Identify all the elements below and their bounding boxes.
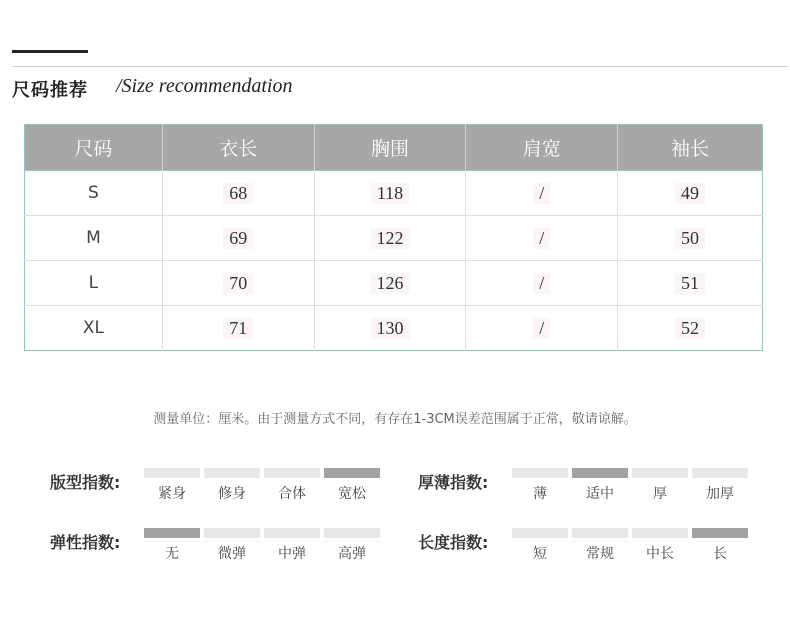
- col-header-sleeve: 袖长: [618, 125, 763, 171]
- fit-option: 修身: [204, 468, 260, 508]
- table-cell-value: 50: [675, 228, 705, 249]
- table-cell-value: 52: [675, 318, 705, 339]
- thickness-option: 加厚: [692, 468, 748, 508]
- length-option: 短: [512, 528, 568, 568]
- table-cell-value: 51: [675, 273, 705, 294]
- length-index-label: 长度指数:: [418, 533, 489, 552]
- fit-option: 合体: [264, 468, 320, 508]
- table-header-row: [25, 125, 763, 171]
- table-cell-value: /: [533, 273, 550, 294]
- section-title-en: /Size recommendation: [116, 75, 293, 97]
- table-row: [25, 261, 763, 306]
- table-row: [25, 216, 763, 261]
- length-option: 长: [692, 528, 748, 568]
- size-table: [24, 124, 763, 351]
- elasticity-index-scale: [144, 528, 380, 568]
- measurement-note: 测量单位：厘米。由于测量方式不同，有存在1-3CM误差范围属于正常，敬请谅解。: [153, 412, 637, 427]
- table-cell-value: 122: [371, 228, 410, 249]
- col-header-chest: 胸围: [314, 125, 466, 171]
- table-cell-value: 68: [223, 183, 253, 204]
- table-row: [25, 171, 763, 216]
- title-accent-line: [12, 50, 88, 53]
- thickness-option: 适中: [572, 468, 628, 508]
- fit-index-label: 版型指数:: [50, 473, 121, 492]
- elasticity-option: 微弹: [204, 528, 260, 568]
- table-cell-size: L: [25, 261, 163, 306]
- thickness-index-scale: [512, 468, 748, 508]
- table-cell-value: 126: [371, 273, 410, 294]
- table-cell-value: 69: [223, 228, 253, 249]
- table-cell-value: 118: [371, 183, 409, 204]
- col-header-shoulder: 肩宽: [466, 125, 618, 171]
- col-header-length: 衣长: [162, 125, 314, 171]
- col-header-size: 尺码: [25, 125, 163, 171]
- length-index-scale: [512, 528, 748, 568]
- table-cell-value: 71: [223, 318, 253, 339]
- section-title-zh: 尺码推荐: [12, 80, 88, 101]
- length-option: 中长: [632, 528, 688, 568]
- length-option: 常规: [572, 528, 628, 568]
- thickness-index-label: 厚薄指数:: [418, 473, 489, 492]
- table-cell-value: 70: [223, 273, 253, 294]
- elasticity-option: 高弹: [324, 528, 380, 568]
- table-cell-value: 49: [675, 183, 705, 204]
- table-cell-size: XL: [25, 306, 163, 351]
- title-divider: [12, 66, 788, 67]
- thickness-option: 厚: [632, 468, 688, 508]
- table-cell-value: /: [533, 318, 550, 339]
- table-cell-value: /: [533, 228, 550, 249]
- table-cell-size: S: [25, 171, 163, 216]
- elasticity-index-label: 弹性指数:: [50, 533, 121, 552]
- elasticity-option: 中弹: [264, 528, 320, 568]
- fit-option: 宽松: [324, 468, 380, 508]
- thickness-option: 薄: [512, 468, 568, 508]
- fit-option: 紧身: [144, 468, 200, 508]
- table-row: [25, 306, 763, 351]
- table-cell-value: /: [533, 183, 550, 204]
- table-cell-value: 130: [371, 318, 410, 339]
- elasticity-option: 无: [144, 528, 200, 568]
- table-cell-size: M: [25, 216, 163, 261]
- fit-index-scale: [144, 468, 380, 508]
